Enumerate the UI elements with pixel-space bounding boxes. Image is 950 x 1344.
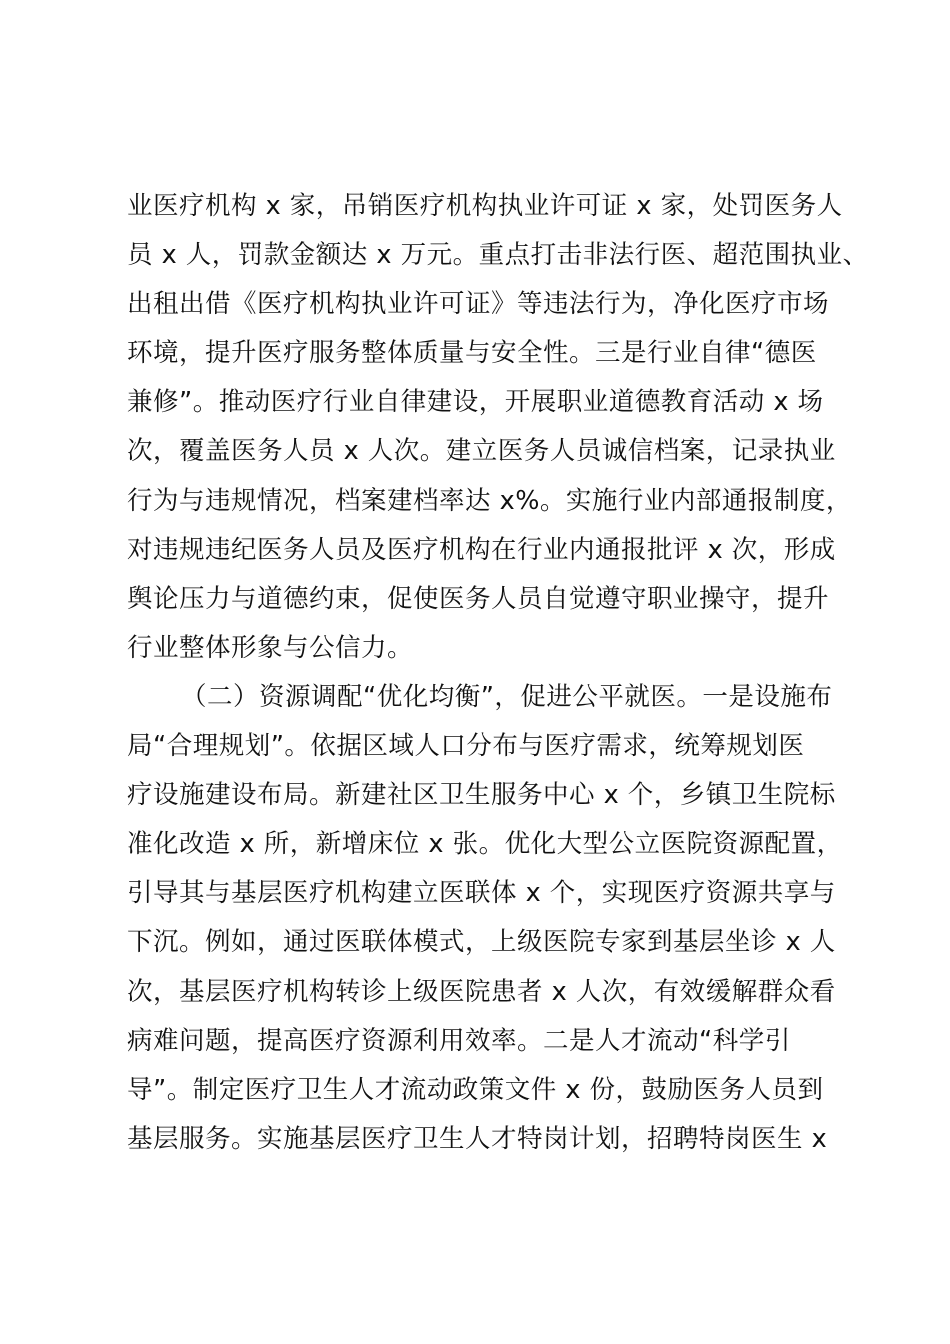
text-line: 引导其与基层医疗机构建立医联体 x 个，实现医疗资源共享与	[127, 878, 836, 909]
text-line: 对违规违纪医务人员及医疗机构在行业内通报批评 x 次，形成	[127, 534, 836, 565]
paragraph-1	[127, 182, 869, 673]
text-line: （二）资源调配“优化均衡”，促进公平就医。一是设施布	[181, 681, 833, 712]
text-line: 业医疗机构 x 家，吊销医疗机构执业许可证 x 家，处罚医务人	[127, 191, 843, 221]
text-line: 次，覆盖医务人员 x 人次。建立医务人员诚信档案，记录执业	[127, 436, 836, 467]
text-line: 舆论压力与道德约束，促使医务人员自觉遵守职业操守，提升	[127, 583, 830, 614]
paragraph-2	[127, 673, 843, 1164]
text-line: 员 x 人，罚款金额达 x 万元。重点打击非法行医、超范围执业、	[127, 240, 869, 271]
text-line: 疗设施建设布局。新建社区卫生服务中心 x 个，乡镇卫生院标	[127, 780, 836, 811]
text-line: 下沉。例如，通过医联体模式，上级医院专家到基层坐诊 x 人	[127, 927, 836, 958]
text-line: 导”。制定医疗卫生人才流动政策文件 x 份，鼓励医务人员到	[127, 1074, 824, 1105]
text-line: 病难问题，提高医疗资源利用效率。二是人才流动“科学引	[127, 1025, 791, 1056]
text-line: 准化改造 x 所，新增床位 x 张。优化大型公立医院资源配置，	[127, 829, 843, 860]
text-line: 次，基层医疗机构转诊上级医院患者 x 人次，有效缓解群众看	[127, 976, 836, 1007]
text-line: 局“合理规划”。依据区域人口分布与医疗需求，统筹规划医	[127, 731, 805, 762]
text-line: 出租出借《医疗机构执业许可证》等违法行为，净化医疗市场	[127, 289, 830, 320]
body-text	[127, 182, 869, 1164]
text-line: 环境，提升医疗服务整体质量与安全性。三是行业自律“德医	[127, 338, 817, 369]
text-line: 行为与违规情况，档案建档率达 x%。实施行业内部通报制度，	[127, 485, 852, 516]
text-line: 行业整体形象与公信力。	[127, 632, 414, 663]
text-line: 基层服务。实施基层医疗卫生人才特岗计划，招聘特岗医生 x	[127, 1123, 828, 1154]
text-line: 兼修”。推动医疗行业自律建设，开展职业道德教育活动 x 场	[127, 387, 824, 418]
